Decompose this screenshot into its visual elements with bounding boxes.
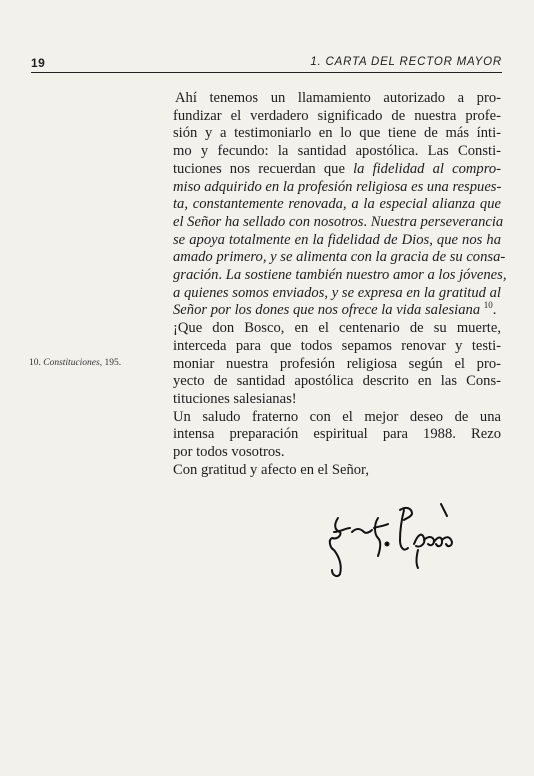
text-line: fundizar el verdadero significado de nuestra profe- — [173, 107, 501, 124]
text-line: ta, constantemente renovada, a la especial alianza que — [173, 196, 501, 213]
footnote-ref: 10 — [483, 300, 493, 311]
text-line: tuciones nos recuerdan que la fidelidad al compro- — [173, 160, 502, 177]
text-line: Un saludo fraterno con el mejor deseo de una — [173, 408, 501, 425]
header-rule — [31, 72, 502, 73]
text-line: Señor por los dones que nos ofrece la vida salesiana $^{10}$. — [173, 300, 497, 319]
text-line: sión y a testimoniarlo en lo que tiene de más ínti- — [173, 125, 501, 142]
text-line: yecto de santidad apostólica descrito en las Cons- — [173, 373, 501, 390]
page-number: 19 — [31, 56, 46, 70]
text-line: Ahí tenemos un llamamiento autorizado a pro- — [175, 90, 501, 106]
text-line: miso adquirido en la profesión religiosa es una respues- — [173, 178, 502, 195]
text-line: gración. La sostiene también nuestro amor a los jóvenes, — [173, 267, 507, 284]
text-line: a quienes somos enviados, y se expresa en la gratitud al — [173, 284, 501, 301]
text-line: moniar nuestra profesión religiosa según el pro- — [173, 355, 501, 372]
letter-body — [173, 90, 507, 479]
handwritten-signature — [320, 488, 470, 583]
text-line: Con gratitud y afecto en el Señor, — [173, 461, 369, 478]
text-line: por todos vosotros. — [173, 444, 285, 461]
footnote: 10. Constituciones, 195. — [29, 358, 122, 368]
text-line: tituciones salesianas! — [173, 390, 297, 407]
text-line: el Señor ha sellado con nosotros. Nuestra perseverancia — [173, 213, 504, 230]
running-head: 1. CARTA DEL RECTOR MAYOR — [310, 56, 502, 68]
text-line: mo y fecundo: la santidad apostólica. Las Consti- — [173, 143, 501, 160]
text-line: amado primero, y se alimenta con la gracia de su consa- — [173, 249, 506, 266]
text-line: se apoya totalmente en la fidelidad de Dios, que nos ha — [173, 231, 501, 248]
text-line: intensa preparación espiritual para 1988. Rezo — [173, 426, 501, 443]
text-line: ¡Que don Bosco, en el centenario de su muerte, — [173, 320, 501, 337]
text-line: interceda para que todos sepamos renovar y testi- — [173, 337, 501, 354]
